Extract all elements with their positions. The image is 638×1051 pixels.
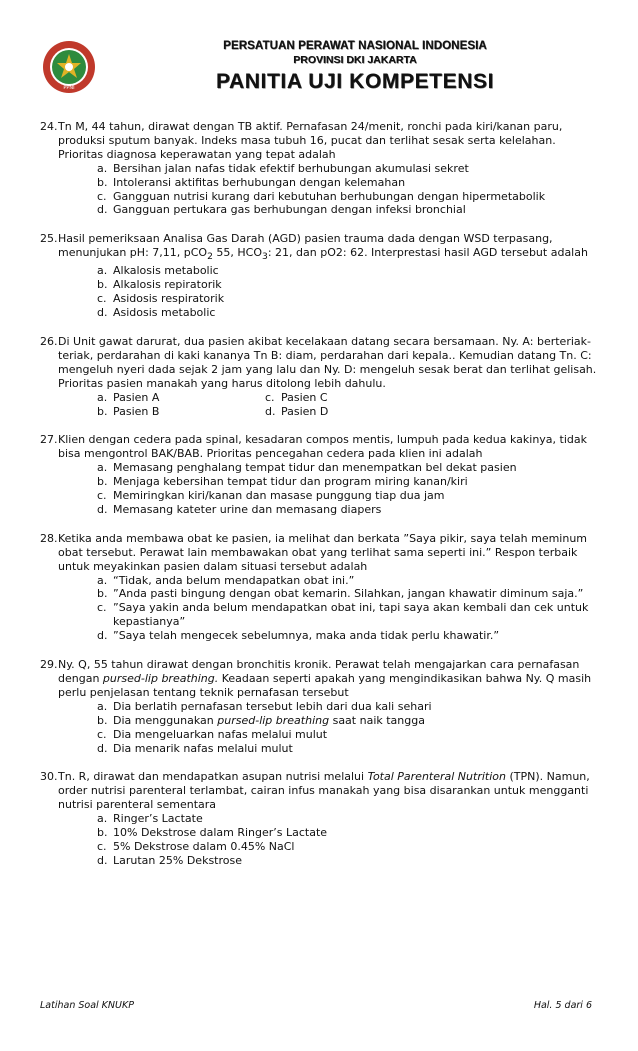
option-text: “Tidak, anda belum mendapatkan obat ini.”: [113, 573, 355, 587]
option-b: [97, 278, 600, 292]
option-text: Dia mengeluarkan nafas melalui mulut: [113, 727, 328, 741]
option-list: [97, 574, 600, 644]
question-text-part: Keadaan seperti apakah yang mengindikasikan bahwa Ny. Q masih perlu penjelasan tentang teknik pernafasan tersebut: [58, 672, 592, 699]
option-text: Gangguan pertukara gas berhubungan dengan infeksi bronchial: [113, 203, 466, 217]
option-text: Asidosis metabolic: [113, 306, 216, 320]
option-a: [97, 264, 600, 278]
option-text: ”Saya yakin anda belum mendapatkan obat ini, tapi saya akan kembali dan cek untuk kepastianya”: [113, 601, 589, 629]
option-label: d.: [97, 306, 108, 320]
option-text: Ringer’s Lactate: [113, 812, 203, 826]
question-24: [40, 120, 600, 217]
option-text: [113, 714, 600, 728]
option-label: d.: [97, 502, 108, 516]
option-list: [97, 812, 600, 868]
question-text: [58, 232, 600, 264]
question-text: [58, 658, 600, 700]
option-label: d.: [97, 853, 108, 867]
option-text: Pasien D: [281, 404, 329, 418]
option-label: b.: [97, 826, 108, 840]
option-text: Pasien B: [113, 404, 160, 418]
option-label: a.: [97, 812, 108, 826]
option-label: c.: [265, 390, 275, 404]
option-label: b.: [97, 278, 108, 292]
question-text-part: : 21, dan pO2: 62. Interprestasi hasil AGD tersebut adalah: [267, 246, 588, 260]
option-label: b.: [97, 475, 108, 489]
option-c: [97, 292, 600, 306]
option-label: a.: [97, 461, 108, 475]
option-label: c.: [97, 727, 107, 741]
option-label: d.: [97, 629, 108, 643]
option-a: [97, 700, 600, 714]
option-a: [97, 574, 600, 588]
question-text-part: Hasil pemeriksaan Analisa Gas Darah (AGD) pasien trauma dada dengan WSD terpasang, menunjukan pH: 7,11, pCO: [58, 232, 553, 260]
option-c: [97, 728, 600, 742]
option-text: 5% Dekstrose dalam 0.45% NaCl: [113, 839, 295, 853]
option-label: a.: [97, 573, 108, 587]
option-text: Dia berlatih pernafasan tersebut lebih dari dua kali sehari: [113, 699, 432, 713]
option-label: b.: [97, 713, 108, 727]
question-28: [40, 532, 600, 643]
province-title: PROVINSI DKI JAKARTA: [293, 54, 417, 66]
question-number: 28.: [40, 531, 58, 545]
option-label: d.: [265, 404, 276, 418]
option-d: [265, 405, 425, 419]
option-a: [97, 391, 265, 405]
option-text: Bersihan jalan nafas tidak efektif berhubungan akumulasi sekret: [113, 161, 469, 175]
option-label: a.: [97, 264, 108, 278]
committee-title: PANITIA UJI KOMPETENSI: [215, 70, 495, 93]
question-29: [40, 658, 600, 755]
option-c: [97, 489, 600, 503]
option-d: [97, 503, 600, 517]
question-number: 24.: [40, 120, 58, 133]
option-text: Larutan 25% Dekstrose: [113, 853, 242, 867]
italic-term: pursed-lip breathing.: [102, 672, 219, 685]
option-a: [97, 812, 600, 826]
organization-title: PERSATUAN PERAWAT NASIONAL INDONESIA: [223, 40, 487, 52]
question-number: 29.: [40, 658, 58, 672]
question-text: Klien dengan cedera pada spinal, kesadaran compos mentis, lumpuh pada kedua kakinya, tidak bisa mengontrol BAK/BAB. Prioritas pencegahan cedera pada klien ini adalah: [58, 433, 587, 461]
option-a: [97, 162, 600, 176]
option-label: b.: [97, 587, 108, 601]
option-c: [97, 190, 600, 204]
option-label: c.: [97, 489, 107, 503]
option-c: [97, 840, 600, 854]
option-text: Intoleransi aktifitas berhubungan dengan kelemahan: [113, 175, 406, 189]
option-text: Alkalosis metabolic: [113, 264, 219, 278]
subscript: 3: [262, 251, 268, 263]
option-label: d.: [97, 203, 108, 217]
option-label: b.: [97, 175, 108, 189]
option-list: [97, 461, 600, 517]
question-text: Tn M, 44 tahun, dirawat dengan TB aktif. Pernafasan 24/menit, ronchi pada kiri/kanan paru, produksi sputum banyak. Indeks masa tubuh 16, pucat dan terlihat sesak serta kelelahan. Prioritas diagnosa keperawatan yang tepat adalah: [58, 120, 563, 161]
logo-text: PPNI: [63, 85, 75, 91]
option-label: b.: [97, 404, 108, 418]
question-text-part: 55, HCO: [212, 246, 263, 260]
option-a: [97, 461, 600, 475]
option-d: [97, 203, 600, 217]
option-label: a.: [97, 699, 108, 713]
question-number: 30.: [40, 770, 58, 784]
option-c: [97, 601, 600, 629]
option-text: Alkalosis repiratorik: [113, 278, 222, 292]
option-d: [97, 854, 600, 868]
question-number: 26.: [40, 334, 58, 348]
option-label: c.: [97, 839, 107, 853]
option-label: c.: [97, 292, 107, 306]
option-text: 10% Dekstrose dalam Ringer’s Lactate: [113, 826, 328, 840]
option-d: [97, 306, 600, 320]
option-b: [97, 405, 265, 419]
italic-term: pursed-lip breathing: [217, 713, 330, 727]
option-d: [97, 629, 600, 643]
option-list: [97, 264, 600, 320]
option-text-part: saat naik tangga: [329, 713, 425, 727]
subscript: 2: [207, 251, 213, 263]
option-b: [97, 826, 600, 840]
option-d: [97, 742, 600, 756]
option-text: ”Saya telah mengecek sebelumnya, maka anda tidak perlu khawatir.”: [113, 629, 500, 643]
ppni-logo-icon: [42, 40, 96, 94]
question-text-part: Tn. R, dirawat dan mendapatkan asupan nutrisi melalui: [58, 770, 368, 784]
option-text: Memasang kateter urine dan memasang diapers: [113, 502, 382, 516]
option-text: Pasien A: [113, 390, 160, 404]
option-text: ”Anda pasti bingung dengan obat kemarin. Silahkan, jangan khawatir diminum saja.”: [113, 587, 584, 601]
footer-title: Latihan Soal KNUKP: [40, 1000, 134, 1011]
option-text: Pasien C: [281, 390, 328, 404]
option-label: c.: [97, 189, 107, 203]
option-label: c.: [97, 601, 107, 615]
question-number: 27.: [40, 433, 58, 447]
option-text: Asidosis respiratorik: [113, 292, 225, 306]
option-grid: [97, 391, 600, 419]
option-list: [97, 162, 600, 218]
option-b: [97, 176, 600, 190]
page-number: Hal. 5 dari 6: [533, 1000, 592, 1011]
option-b: [97, 475, 600, 489]
question-text: Di Unit gawat darurat, dua pasien akibat kecelakaan datang secara bersamaan. Ny. A: berteriak-teriak, perdarahan di kaki kananya Tn B: diam, perdarahan dari kepala.. Kemudian datang Tn. C: mengeluh nyeri dada sejak 2 jam yang lalu dan Ny. D: mengeluh sesak berat dan terlihat gelisah. Prioritas pasien manakah yang harus ditolong lebih dahulu.: [58, 334, 597, 390]
option-text: Memiringkan kiri/kanan dan masase punggung tiap dua jam: [113, 489, 445, 503]
question-27: [40, 433, 600, 516]
option-text: Memasang penghalang tempat tidur dan menempatkan bel dekat pasien: [113, 461, 517, 475]
option-text-part: Dia menggunakan: [113, 713, 218, 727]
option-text: Menjaga kebersihan tempat tidur dan program miring kanan/kiri: [113, 475, 468, 489]
option-label: a.: [97, 390, 108, 404]
question-number: 25.: [40, 232, 58, 246]
option-label: a.: [97, 161, 108, 175]
italic-term: Total Parenteral Nutrition: [367, 770, 506, 784]
option-b: [97, 714, 600, 728]
option-text: Dia menarik nafas melalui mulut: [113, 741, 293, 755]
question-30: [40, 770, 600, 867]
option-label: d.: [97, 741, 108, 755]
option-c: [265, 391, 425, 405]
question-text: Ketika anda membawa obat ke pasien, ia melihat dan berkata ”Saya pikir, saya telah meminum obat tersebut. Perawat lain membawakan obat yang terlihat sama seperti ini.” Respon terbaik untuk meyakinkan pasien dalam situasi tersebut adalah: [58, 531, 588, 573]
question-26: [40, 335, 600, 418]
question-list: [40, 120, 600, 883]
question-text-part: Ny. Q, 55 tahun dirawat dengan bronchitis kronik. Perawat telah mengajarkan cara pernafasan dengan: [58, 658, 580, 685]
question-text: [58, 770, 600, 812]
option-text: Gangguan nutrisi kurang dari kebutuhan berhubungan dengan hipermetabolik: [113, 189, 546, 203]
option-b: [97, 587, 600, 601]
option-list: [97, 700, 600, 756]
question-25: [40, 232, 600, 320]
question-text-part: (TPN). Namun, order nutrisi parenteral terlambat, cairan infus manakah yang bisa disarankan untuk mengganti nutrisi parenteral sementara: [58, 770, 590, 812]
